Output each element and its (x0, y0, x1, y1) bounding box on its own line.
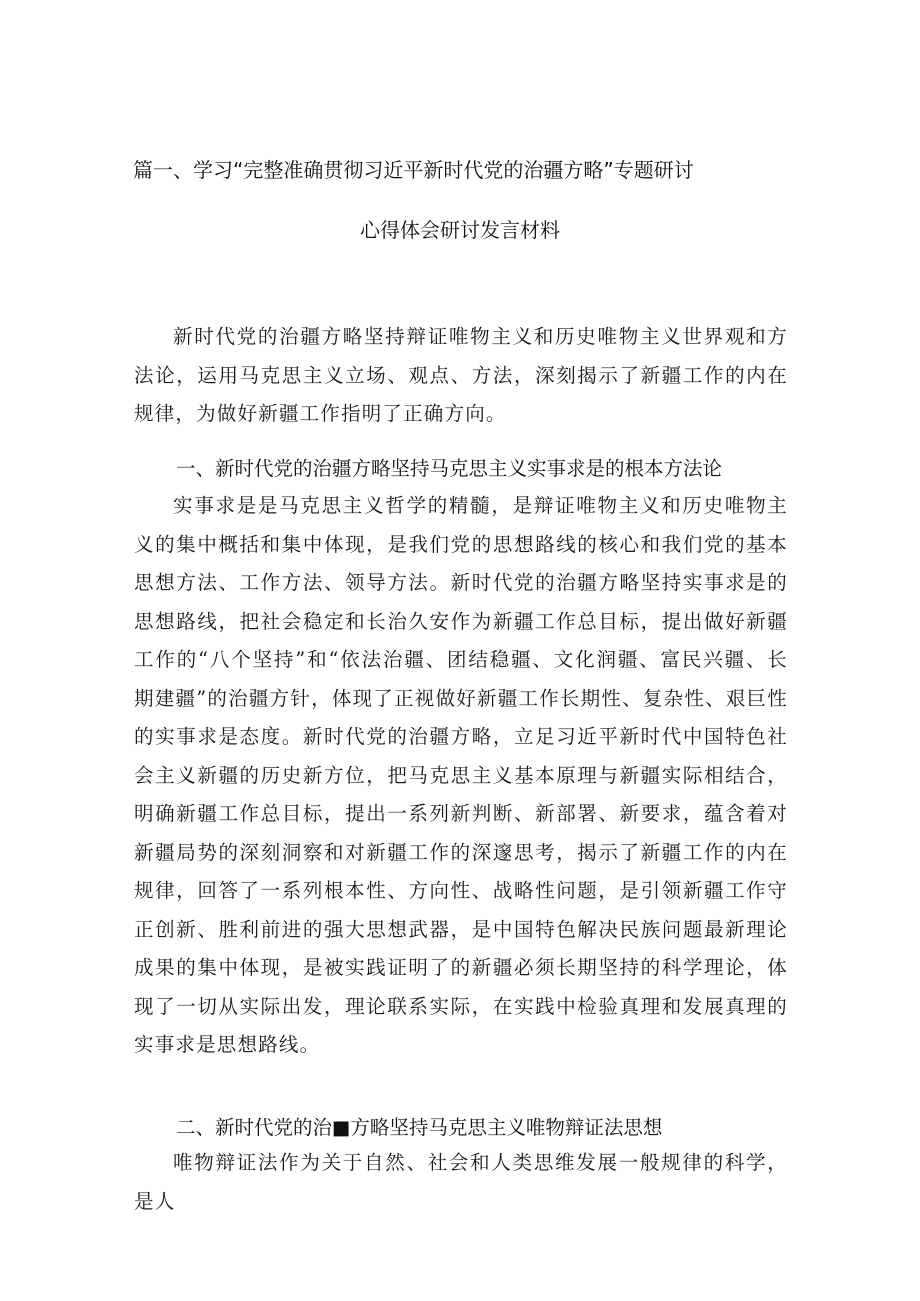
intro-paragraph: 新时代党的治疆方略坚持辩证唯物主义和历史唯物主义世界观和方法论，运用马克思主义立场、观点、方法，深刻揭示了新疆工作的内在规律，为做好新疆工作指明了正确方向。 (134, 325, 788, 425)
section-1-paragraph: 实事求是是马克思主义哲学的精髓，是辩证唯物主义和历史唯物主义的集中概括和集中体现，是我们党的思想路线的核心和我们党的基本思想方法、工作方法、领导方法。新时代党的治疆方略坚持实事求是的思想路线，把社会稳定和长治久安作为新疆工作总目标，提出做好新疆工作的“八个坚持”和“依法治疆、团结稳疆、文化润疆、富民兴疆、长期建疆”的治疆方针，体现了正视做好新疆工作长期性、复杂性、艰巨性的实事求是态度。新时代党的治疆方略，立足习近平新时代中国特色社会主义新疆的历史新方位，把马克思主义基本原理与新疆实际相结合，明确新疆工作总目标，提出一系列新判断、新部署、新要求，蕴含着对新疆局势的深刻洞察和对新疆工作的深邃思考，揭示了新疆工作的内在规律，回答了一系列根本性、方向性、战略性问题，是引领新疆工作守正创新、胜利前进的强大思想武器，是中国特色解决民族问题最新理论成果的集中体现，是被实践证明了的新疆必须长期坚持的科学理论，体现了一切从实际出发，理论联系实际，在实践中检验真理和发展真理的实事求是思想路线。 (134, 494, 788, 1056)
section-1-heading: 一、新时代党的治疆方略坚持马克思主义实事求是的根本方法论 (176, 457, 723, 480)
section-2-paragraph: 唯物辩证法作为关于自然、社会和人类思维发展一般规律的科学，是人 (134, 1151, 788, 1213)
document-title-line-2: 心得体会研讨发言材料 (360, 218, 560, 242)
document-title-line-1: 篇一、学习“完整准确贯彻习近平新时代党的治疆方略”专题研讨 (133, 158, 694, 182)
section-2-heading: 二、新时代党的治■方略坚持马克思主义唯物辩证法思想 (176, 1116, 663, 1139)
